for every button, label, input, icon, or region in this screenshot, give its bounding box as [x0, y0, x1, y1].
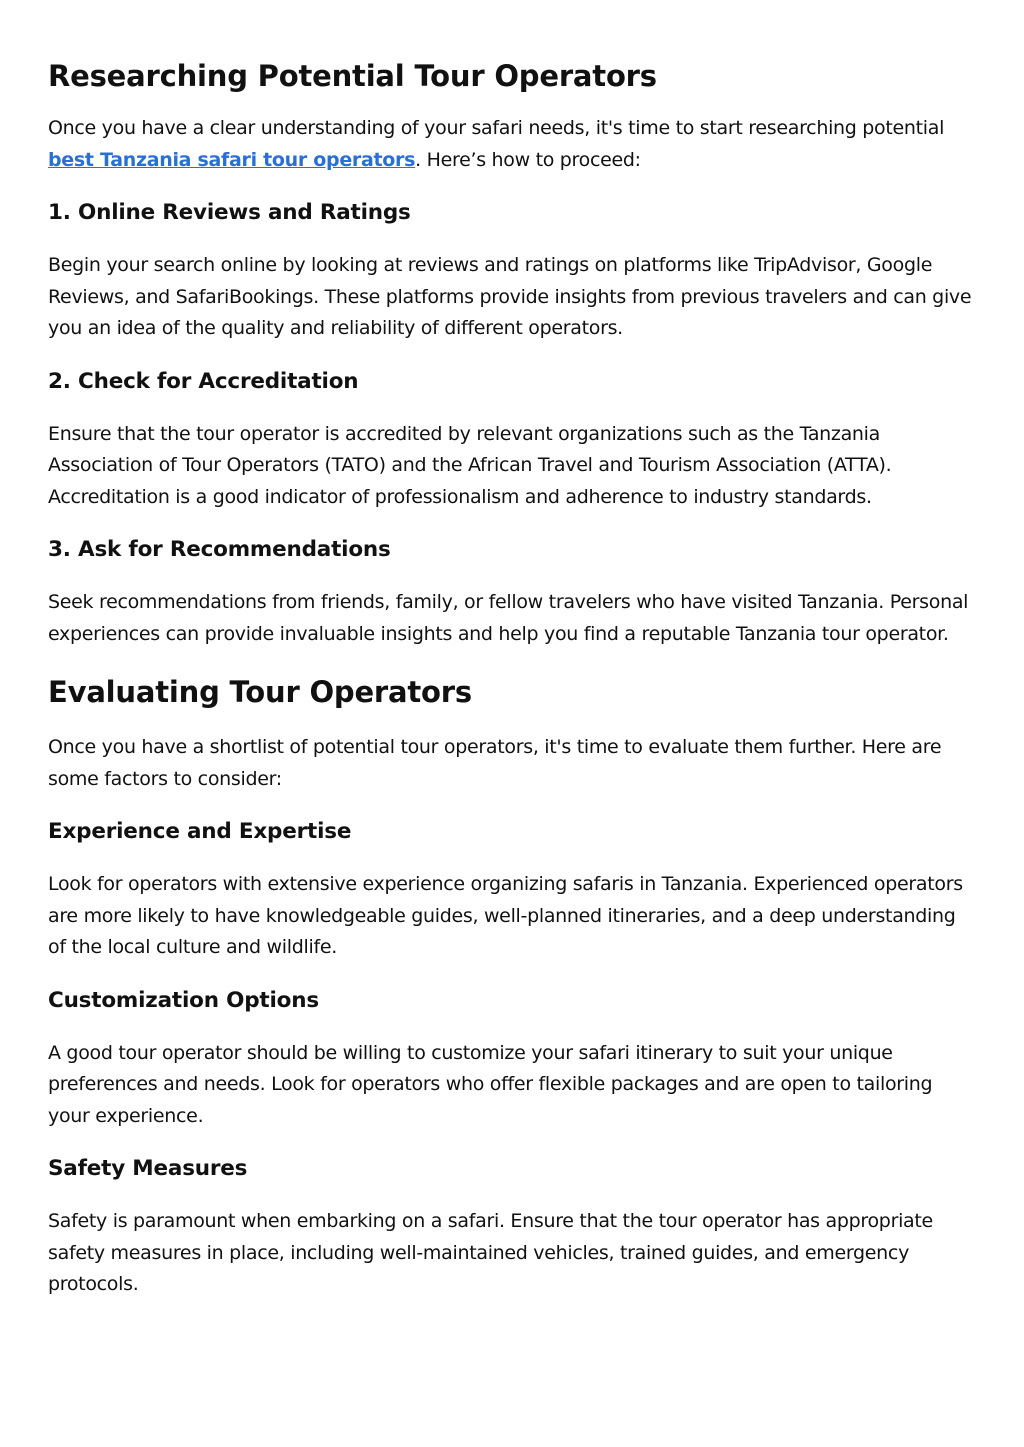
best-tour-operators-link[interactable]: best Tanzania safari tour operators: [48, 148, 416, 171]
intro-text-before: Once you have a clear understanding of your safari needs, it's time to start researching potential: [48, 117, 945, 139]
paragraph-customization: A good tour operator should be willing to customize your safari itinerary to suit your unique preferences and needs. Look for operators who offer flexible packages and are open to tailoring your experience.: [48, 1041, 933, 1127]
paragraph-accreditation: Ensure that the tour operator is accredited by relevant organizations such as the Tanzania Association of Tour Operators (TATO) and the African Travel and Tourism Association (ATTA). Accreditation is a good indicator of professionalism and adherence to industry standards.: [48, 422, 892, 508]
section-heading-researching: Researching Potential Tour Operators: [48, 59, 657, 93]
section-heading-evaluating: Evaluating Tour Operators: [48, 675, 472, 709]
paragraph-online-reviews: Begin your search online by looking at reviews and ratings on platforms like TripAdvisor, Google Reviews, and SafariBookings. These platforms provide insights from previous travelers and can give you an idea of the quality and reliability of different operators.: [48, 254, 972, 339]
intro-text-after: . Here’s how to proceed:: [415, 148, 641, 171]
researching-intro-paragraph: [48, 113, 976, 176]
paragraph-experience: Look for operators with extensive experience organizing safaris in Tanzania. Experienced operators are more likely to have knowledgeable guides, well-planned itineraries, and a deep understanding of the local culture and wildlife.: [48, 873, 963, 958]
subheading-experience: Experience and Expertise: [48, 819, 352, 844]
subheading-accreditation: 2. Check for Accreditation: [48, 368, 359, 394]
subheading-online-reviews: 1. Online Reviews and Ratings: [48, 200, 411, 225]
paragraph-safety: Safety is paramount when embarking on a safari. Ensure that the tour operator has appropriate safety measures in place, including well-maintained vehicles, trained guides, and emergency protocols.: [48, 1210, 933, 1295]
subheading-recommendations: 3. Ask for Recommendations: [48, 537, 391, 562]
evaluating-intro-paragraph: Once you have a shortlist of potential tour operators, it's time to evaluate them further. Here are some factors to consider:: [48, 736, 942, 790]
subheading-safety: Safety Measures: [48, 1156, 248, 1181]
paragraph-recommendations: Seek recommendations from friends, family, or fellow travelers who have visited Tanzania. Personal experiences can provide invaluable insights and help you find a reputable Tanzania tour operator.: [48, 591, 969, 645]
subheading-customization: Customization Options: [48, 987, 319, 1013]
